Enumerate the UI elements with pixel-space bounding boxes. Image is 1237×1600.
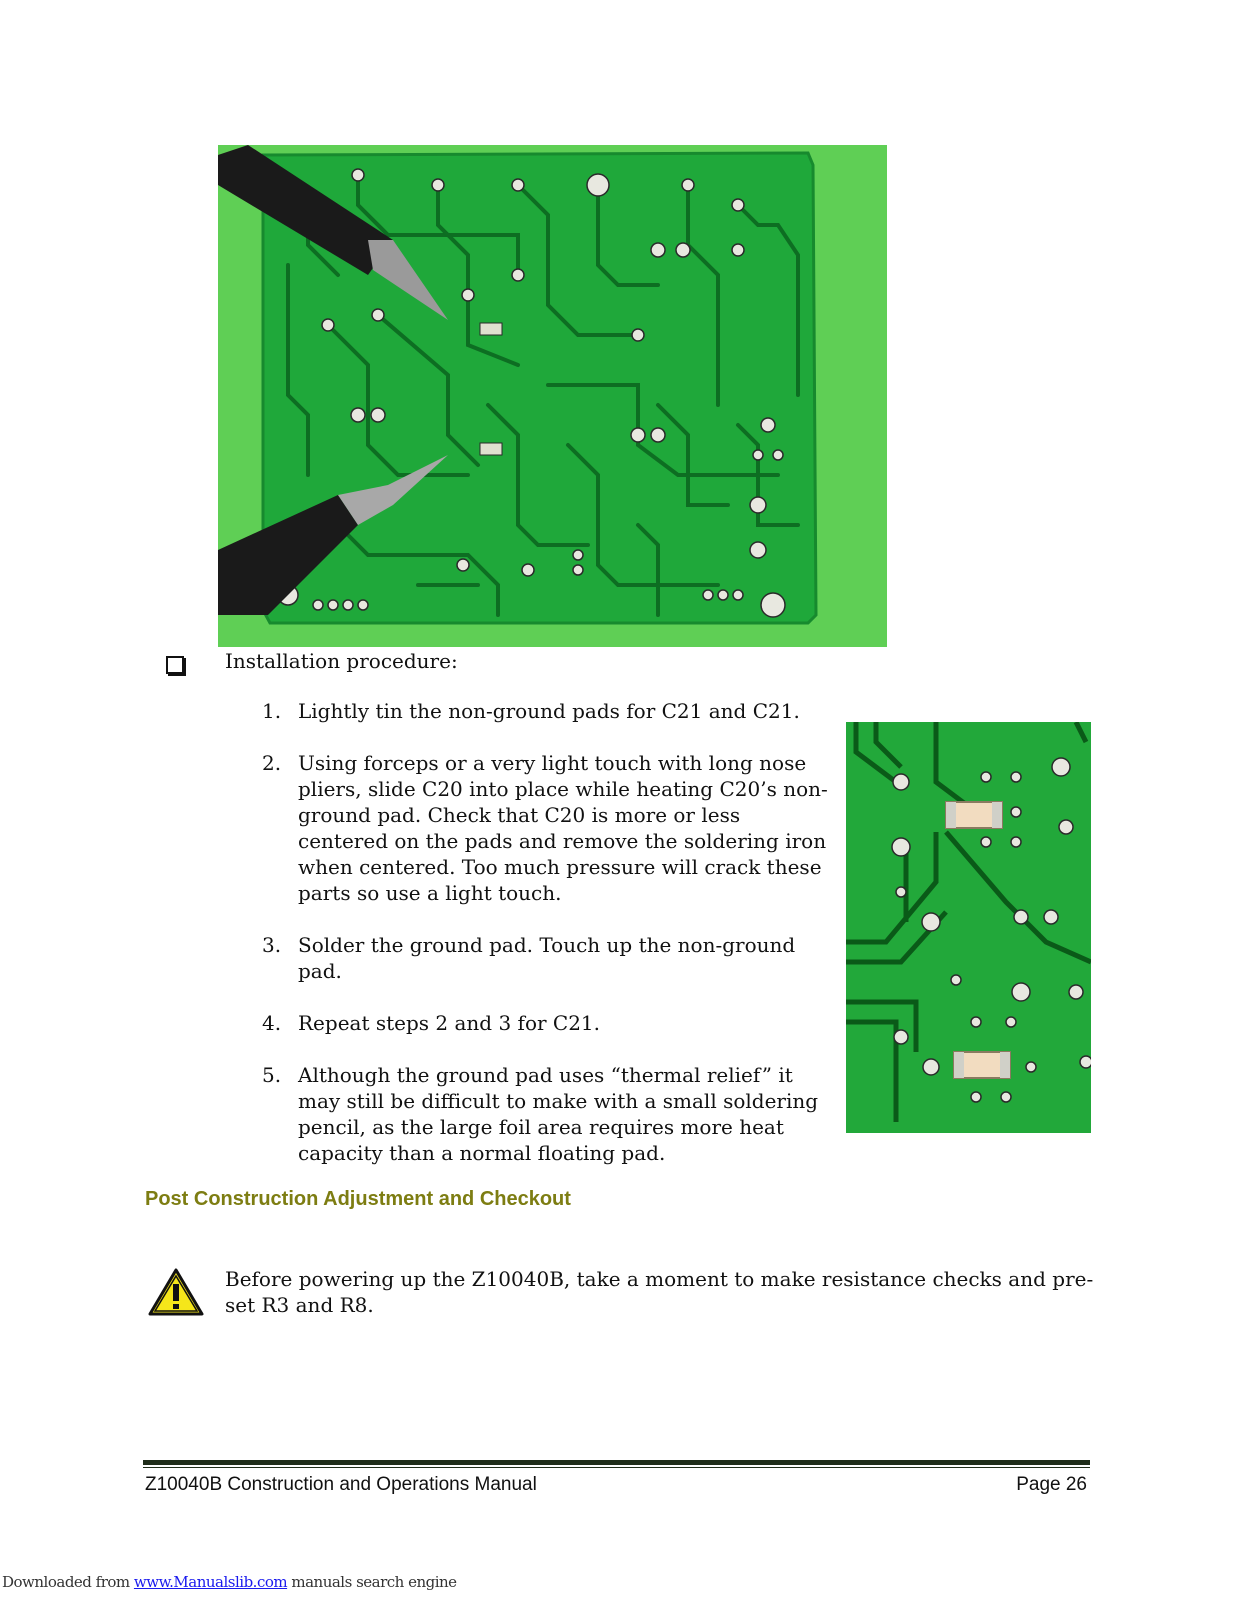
footer-rule-thin: [143, 1467, 1090, 1468]
warning-text: Before powering up the Z10040B, take a moment to make resistance checks and pre-set R3 and R8.: [225, 1267, 1094, 1317]
step-number: 4.: [262, 1011, 282, 1035]
pcb-photo-main: [218, 145, 887, 647]
step-2: [262, 750, 830, 906]
checkbox-icon: [166, 656, 184, 674]
step-number: 2.: [262, 751, 282, 775]
section-heading: Post Construction Adjustment and Checkout: [145, 1188, 571, 1210]
step-text: Using forceps or a very light touch with long nose pliers, slide C20 into place while heating C20’s non-ground pad. Check that C20 is more or less centered on the pads and remove the soldering iron when centered. Too much pressure will crack these parts so use a light touch.: [298, 751, 828, 905]
footer-title: Z10040B Construction and Operations Manual: [145, 1474, 537, 1495]
step-number: 1.: [262, 699, 282, 723]
warning-icon: [147, 1267, 205, 1317]
download-suffix: manuals search engine: [287, 1573, 457, 1591]
footer-rule: [143, 1460, 1090, 1465]
step-3: [262, 932, 830, 984]
step-text: Repeat steps 2 and 3 for C21.: [298, 1011, 601, 1035]
step-number: 3.: [262, 933, 282, 957]
step-4: [262, 1010, 830, 1036]
step-5: [262, 1062, 830, 1166]
step-text: Lightly tin the non-ground pads for C21 and C21.: [298, 699, 800, 723]
step-1: [262, 698, 830, 724]
manualslib-link[interactable]: www.Manualslib.com: [133, 1573, 288, 1591]
step-text: Although the ground pad uses “thermal relief” it may still be difficult to make with a small soldering pencil, as the large foil area requires more heat capacity than a normal floating pad.: [298, 1063, 819, 1165]
download-prefix: Downloaded from: [2, 1573, 134, 1591]
download-notice: [2, 1573, 457, 1591]
page-number: Page 26: [1016, 1474, 1087, 1495]
pcb-photo-detail: [846, 722, 1091, 1133]
step-number: 5.: [262, 1063, 282, 1087]
install-intro: Installation procedure:: [225, 649, 458, 673]
install-steps: [262, 698, 830, 1192]
step-text: Solder the ground pad. Touch up the non-ground pad.: [298, 933, 796, 983]
